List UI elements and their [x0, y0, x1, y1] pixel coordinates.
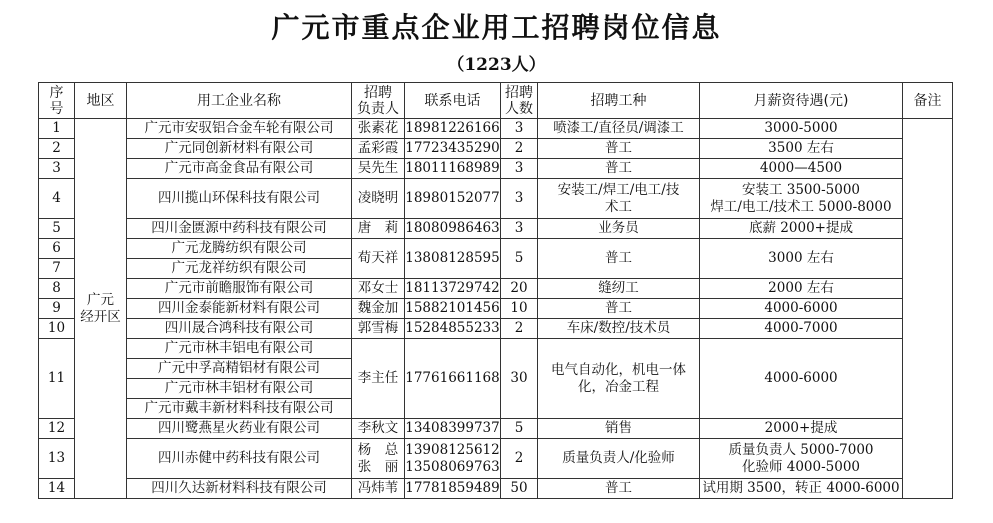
cell-job: 普工 [538, 299, 700, 319]
cell-person: 孟彩霞 [352, 139, 405, 159]
cell-job: 普工 [538, 159, 700, 179]
cell-count: 20 [501, 279, 538, 299]
cell-seq: 12 [39, 419, 75, 439]
cell-seq: 10 [39, 319, 75, 339]
table-row [39, 299, 953, 319]
header-remark: 备注 [903, 83, 953, 119]
table-row [39, 339, 953, 359]
table-row [39, 319, 953, 339]
table-row [39, 479, 953, 499]
cell-person: 杨 总 张 丽 [352, 439, 405, 479]
cell-person: 冯炜苇 [352, 479, 405, 499]
cell-phone: 17723435290 [405, 139, 501, 159]
header-salary: 月薪资待遇(元) [700, 83, 903, 119]
cell-salary: 底薪 2000+提成 [700, 219, 903, 239]
cell-count: 3 [501, 119, 538, 139]
cell-company: 广元中孚高精铝材有限公司 [127, 359, 352, 379]
cell-company: 四川赤健中药科技有限公司 [127, 439, 352, 479]
cell-job: 普工 [538, 479, 700, 499]
cell-company: 四川鹭燕星火药业有限公司 [127, 419, 352, 439]
cell-job: 销售 [538, 419, 700, 439]
cell-count: 2 [501, 439, 538, 479]
cell-person: 唐 莉 [352, 219, 405, 239]
cell-count: 2 [501, 139, 538, 159]
cell-seq: 5 [39, 219, 75, 239]
recruitment-table [38, 82, 953, 499]
cell-seq: 4 [39, 179, 75, 219]
cell-phone: 17761661168 [405, 339, 501, 419]
cell-count: 30 [501, 339, 538, 419]
table-row [39, 419, 953, 439]
cell-salary: 4000-6000 [700, 299, 903, 319]
cell-company: 广元龙腾纺织有限公司 [127, 239, 352, 259]
cell-company: 广元市安驭铝合金车轮有限公司 [127, 119, 352, 139]
cell-company: 四川金泰能新材料有限公司 [127, 299, 352, 319]
cell-phone: 15882101456 [405, 299, 501, 319]
header-phone: 联系电话 [405, 83, 501, 119]
cell-salary: 3000-5000 [700, 119, 903, 139]
cell-phone: 13408399737 [405, 419, 501, 439]
cell-job: 质量负责人/化验师 [538, 439, 700, 479]
cell-phone: 18981226166 [405, 119, 501, 139]
cell-seq: 14 [39, 479, 75, 499]
cell-remark [903, 119, 953, 499]
cell-phone: 18011168989 [405, 159, 501, 179]
cell-person: 郭雪梅 [352, 319, 405, 339]
cell-company: 广元同创新材料有限公司 [127, 139, 352, 159]
header-contact-person: 招聘 负责人 [352, 83, 405, 119]
cell-phone: 18080986463 [405, 219, 501, 239]
cell-count: 2 [501, 319, 538, 339]
header-row [39, 83, 953, 119]
cell-count: 3 [501, 219, 538, 239]
cell-company: 四川晟合鸿科技有限公司 [127, 319, 352, 339]
cell-count: 10 [501, 299, 538, 319]
cell-seq: 1 [39, 119, 75, 139]
cell-company: 广元市高金食品有限公司 [127, 159, 352, 179]
cell-phone: 18113729742 [405, 279, 501, 299]
cell-company: 四川揽山环保科技有限公司 [127, 179, 352, 219]
cell-company: 广元市林丰铝电有限公司 [127, 339, 352, 359]
cell-person: 荀天祥 [352, 239, 405, 279]
cell-seq: 9 [39, 299, 75, 319]
cell-person: 张素花 [352, 119, 405, 139]
cell-company: 广元市林丰铝材有限公司 [127, 379, 352, 399]
cell-phone: 13808128595 [405, 239, 501, 279]
table-row [39, 279, 953, 299]
cell-salary: 4000-7000 [700, 319, 903, 339]
header-region: 地区 [75, 83, 127, 119]
page-subtitle: （1223人） [447, 55, 546, 75]
cell-count: 5 [501, 419, 538, 439]
cell-company: 广元龙祥纺织有限公司 [127, 259, 352, 279]
page-title: 广元市重点企业用工招聘岗位信息 [271, 11, 722, 44]
cell-person: 邓女士 [352, 279, 405, 299]
cell-salary: 安装工 3500-5000 焊工/电工/技术工 5000-8000 [700, 179, 903, 219]
cell-job: 缝纫工 [538, 279, 700, 299]
cell-job: 普工 [538, 139, 700, 159]
cell-salary: 2000+提成 [700, 419, 903, 439]
cell-salary: 3500 左右 [700, 139, 903, 159]
cell-person: 凌晓明 [352, 179, 405, 219]
cell-salary: 4000-6000 [700, 339, 903, 419]
cell-person: 李秋文 [352, 419, 405, 439]
cell-seq: 13 [39, 439, 75, 479]
cell-job: 车床/数控/技术员 [538, 319, 700, 339]
header-count: 招聘 人数 [501, 83, 538, 119]
cell-seq: 6 [39, 239, 75, 259]
cell-person: 李主任 [352, 339, 405, 419]
cell-person: 吴先生 [352, 159, 405, 179]
table-row [39, 439, 953, 479]
cell-company: 四川久达新材料科技有限公司 [127, 479, 352, 499]
cell-seq: 2 [39, 139, 75, 159]
table-row [39, 119, 953, 139]
header-company: 用工企业名称 [127, 83, 352, 119]
cell-seq: 8 [39, 279, 75, 299]
cell-salary: 2000 左右 [700, 279, 903, 299]
header-seq: 序 号 [39, 83, 75, 119]
cell-seq: 3 [39, 159, 75, 179]
cell-company: 广元市前瞻服饰有限公司 [127, 279, 352, 299]
header-job: 招聘工种 [538, 83, 700, 119]
cell-seq: 11 [39, 339, 75, 419]
cell-seq: 7 [39, 259, 75, 279]
cell-job: 业务员 [538, 219, 700, 239]
cell-job: 喷漆工/直径员/调漆工 [538, 119, 700, 139]
cell-salary: 3000 左右 [700, 239, 903, 279]
cell-person: 魏金加 [352, 299, 405, 319]
cell-count: 50 [501, 479, 538, 499]
table-row [39, 239, 953, 259]
cell-job: 普工 [538, 239, 700, 279]
table-row [39, 219, 953, 239]
cell-phone: 15284855233 [405, 319, 501, 339]
table-row [39, 159, 953, 179]
cell-job: 安装工/焊工/电工/技 术工 [538, 179, 700, 219]
cell-count: 5 [501, 239, 538, 279]
cell-count: 3 [501, 179, 538, 219]
cell-count: 3 [501, 159, 538, 179]
cell-company: 广元市戴丰新材料科技有限公司 [127, 399, 352, 419]
cell-job: 电气自动化，机电一体 化，冶金工程 [538, 339, 700, 419]
table-row [39, 139, 953, 159]
cell-salary: 试用期 3500，转正 4000-6000 [700, 479, 903, 499]
table-row [39, 179, 953, 219]
cell-salary: 质量负责人 5000-7000 化验师 4000-5000 [700, 439, 903, 479]
cell-company: 四川金匮源中药科技有限公司 [127, 219, 352, 239]
cell-salary: 4000—4500 [700, 159, 903, 179]
cell-phone: 13908125612 13508069763 [405, 439, 501, 479]
cell-phone: 18980152077 [405, 179, 501, 219]
cell-region: 广元 经开区 [75, 119, 127, 499]
cell-phone: 17781859489 [405, 479, 501, 499]
